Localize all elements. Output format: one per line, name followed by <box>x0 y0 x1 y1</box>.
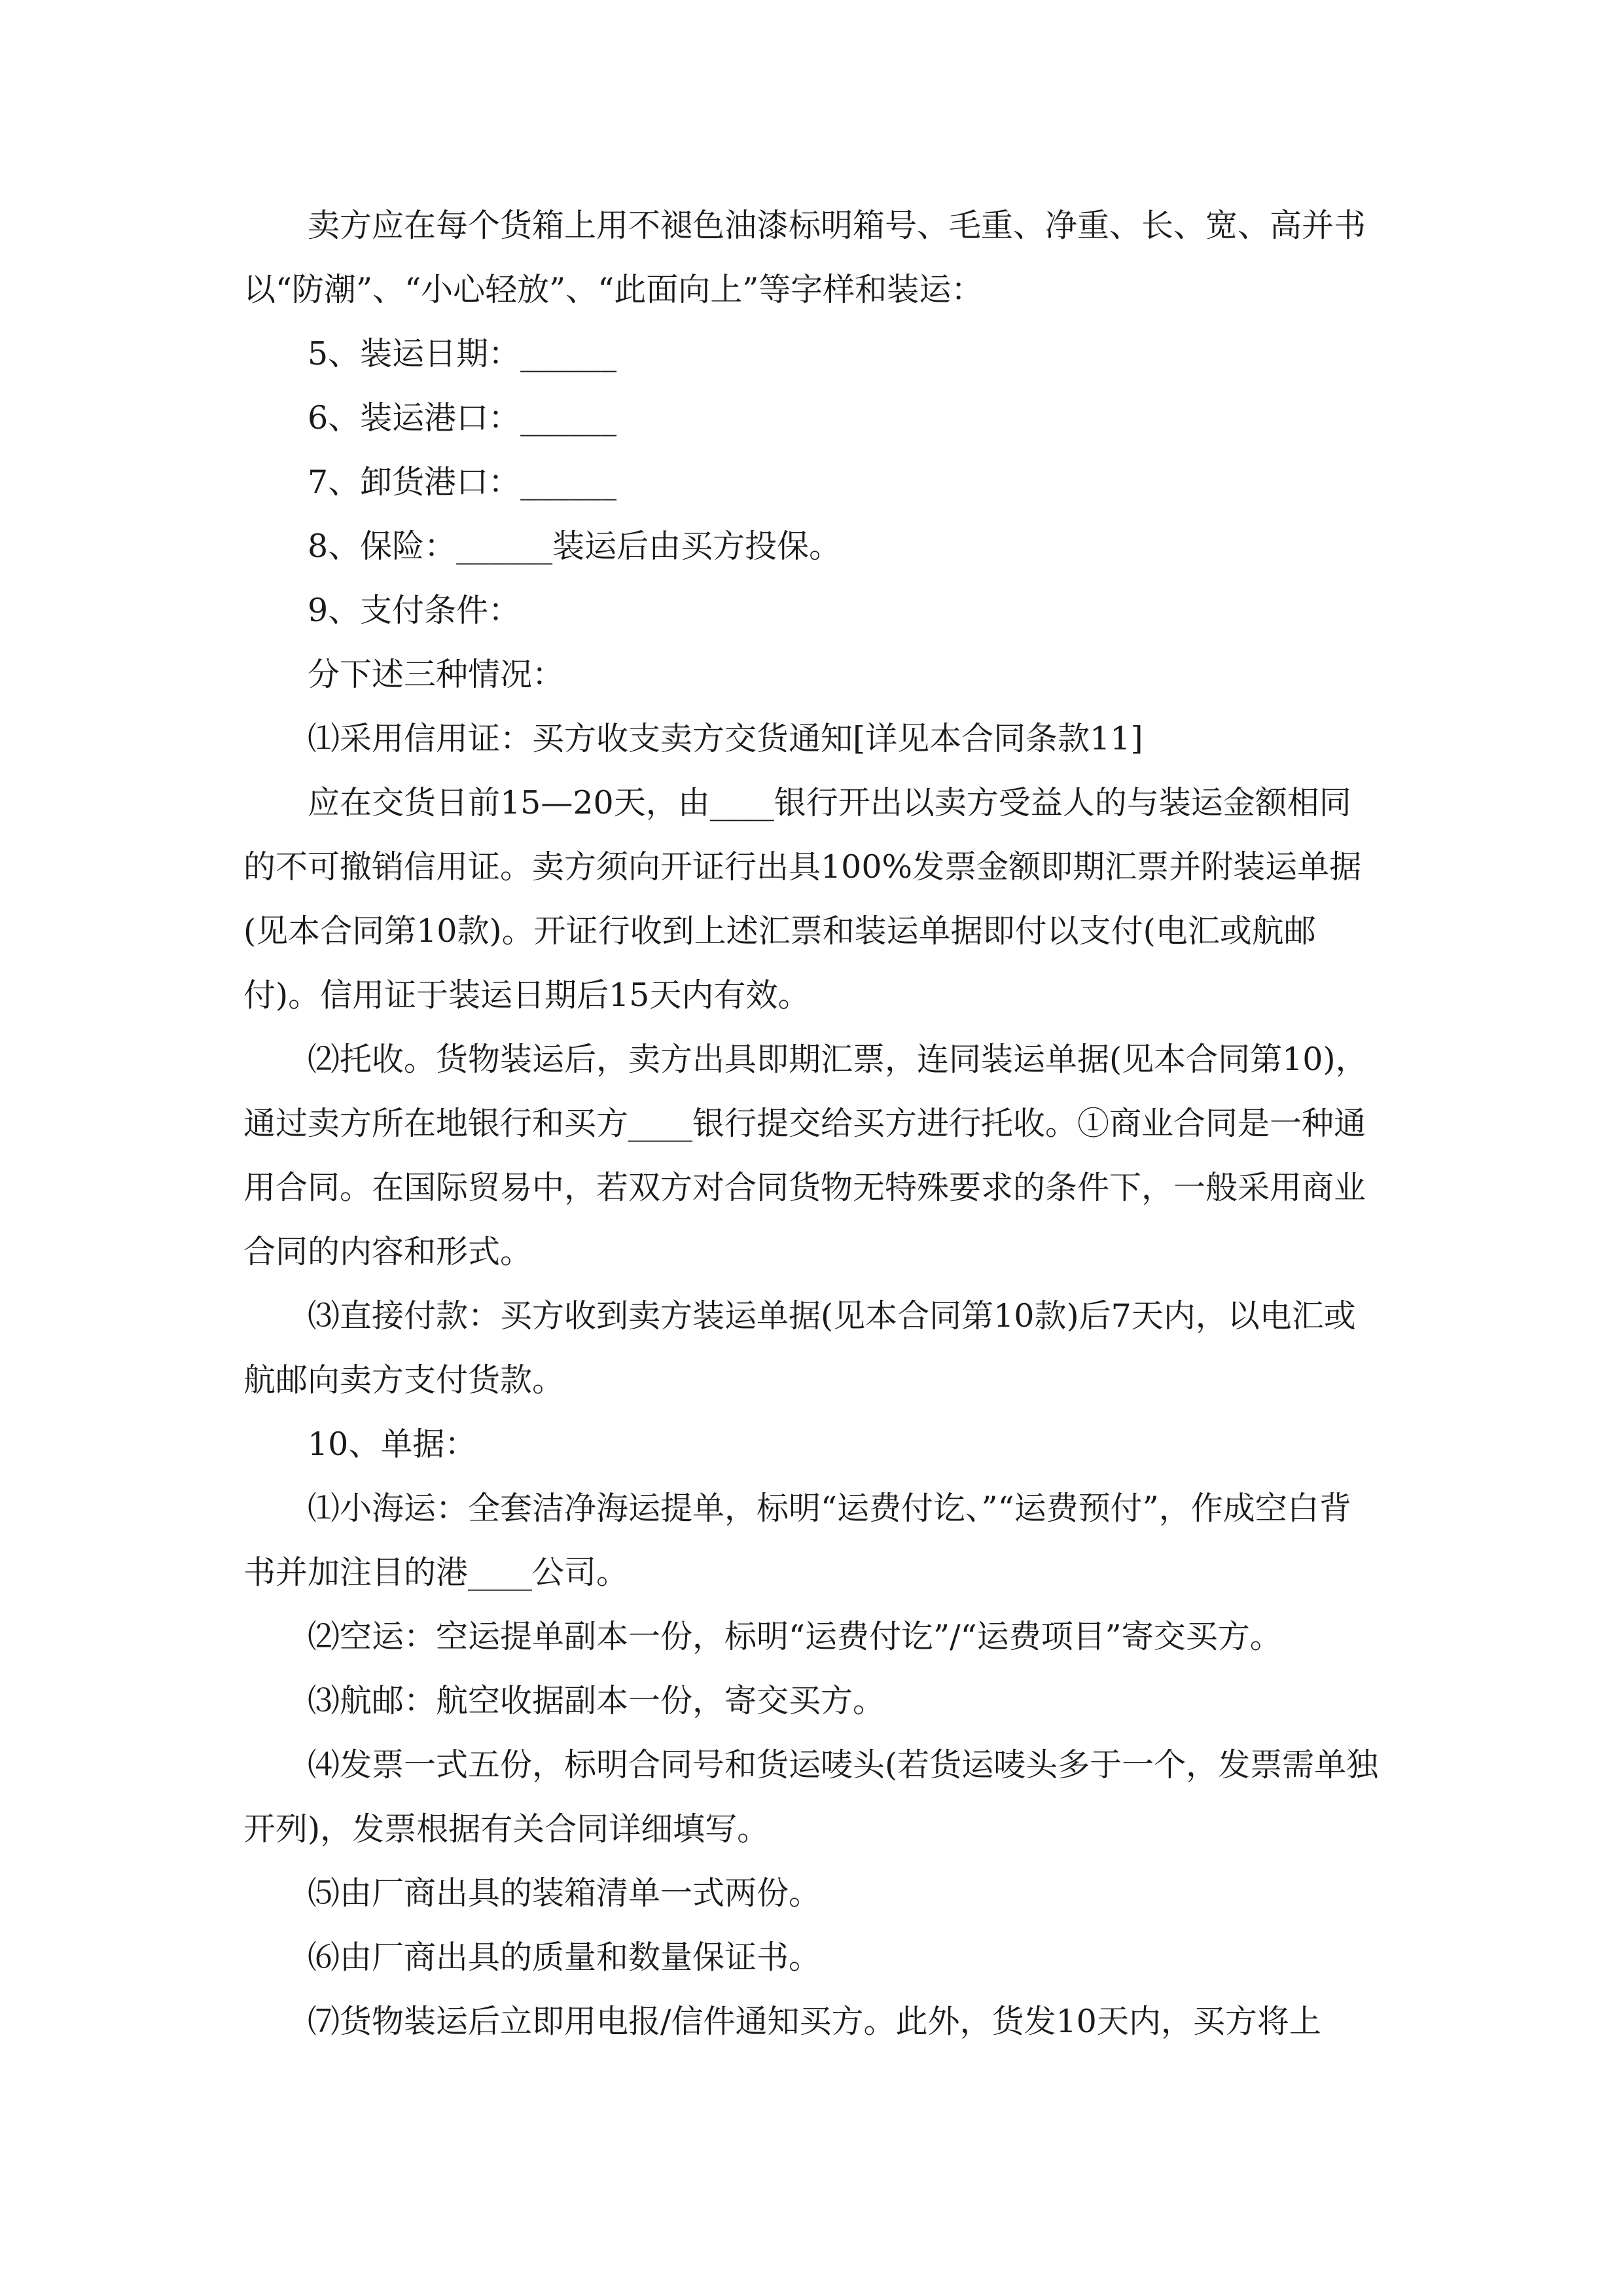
paragraph-direct-payment: ⑶直接付款：买方收到卖方装运单据(见本合同第10款)后7天内，以电汇或航邮向卖方支付货款。 <box>243 1297 1356 1399</box>
paragraph-lc-details: 应在交货日前15—20天，由____银行开出以卖方受益人的与装运金额相同的不可撤销信用证。卖方须向开证行出具100%发票金额即期汇票并附装运单据(见本合同第10款)。开证行收到上述汇票和装运单据即付以支付(电汇或航邮付)。信用证于装运日期后15天内有效。 <box>243 784 1362 1014</box>
paragraph-letter-of-credit: ⑴采用信用证：买方收支卖方交货通知[详见本合同条款11] <box>308 720 1143 757</box>
paragraph-marking: 卖方应在每个货箱上用不褪色油漆标明箱号、毛重、净重、长、宽、高并书以“防潮”、“小心轻放”、“此面向上”等字样和装运： <box>243 207 1366 308</box>
paragraph-quality-certificate: ⑹由厂商出具的质量和数量保证书。 <box>308 1939 821 1976</box>
paragraph-shipment-date: 5、装运日期：______ <box>308 335 617 372</box>
paragraph-packing-list: ⑸由厂商出具的装箱清单一式两份。 <box>308 1874 821 1912</box>
paragraph-air-mail: ⑶航邮：航空收据副本一份，寄交买方。 <box>308 1682 885 1719</box>
paragraph-air-bill: ⑵空运：空运提单副本一份，标明“运费付讫”/“运费项目”寄交买方。 <box>308 1618 1282 1655</box>
document-body <box>243 194 1382 2054</box>
paragraph-shipment-notice: ⑺货物装运后立即用电报/信件通知买方。此外，货发10天内，买方将上 <box>308 2003 1321 2040</box>
paragraph-payment-terms: 9、支付条件： <box>308 592 521 629</box>
paragraph-invoice: ⑷发票一式五份，标明合同号和货运唛头(若货运唛头多于一个，发票需单独开列)，发票根据有关合同详细填写。 <box>243 1746 1379 1848</box>
paragraph-insurance: 8、保险：______装运后由买方投保。 <box>308 528 842 565</box>
paragraph-discharge-port: 7、卸货港口：______ <box>308 463 617 501</box>
paragraph-loading-port: 6、装运港口：______ <box>308 399 617 437</box>
paragraph-documents: 10、单据： <box>308 1426 477 1463</box>
paragraph-ocean-bill: ⑴小海运：全套洁净海运提单，标明“运费付讫、”“运费预付”，作成空白背书并加注目的港____公司。 <box>243 1490 1351 1591</box>
paragraph-collection: ⑵托收。货物装运后，卖方出具即期汇票，连同装运单据(见本合同第10)，通过卖方所在地银行和买方____银行提交给买方进行托收。①商业合同是一种通用合同。在国际贸易中，若双方对合同货物无特殊要求的条件下，一般采用商业合同的内容和形式。 <box>243 1041 1368 1270</box>
paragraph-three-cases: 分下述三种情况： <box>308 656 565 693</box>
